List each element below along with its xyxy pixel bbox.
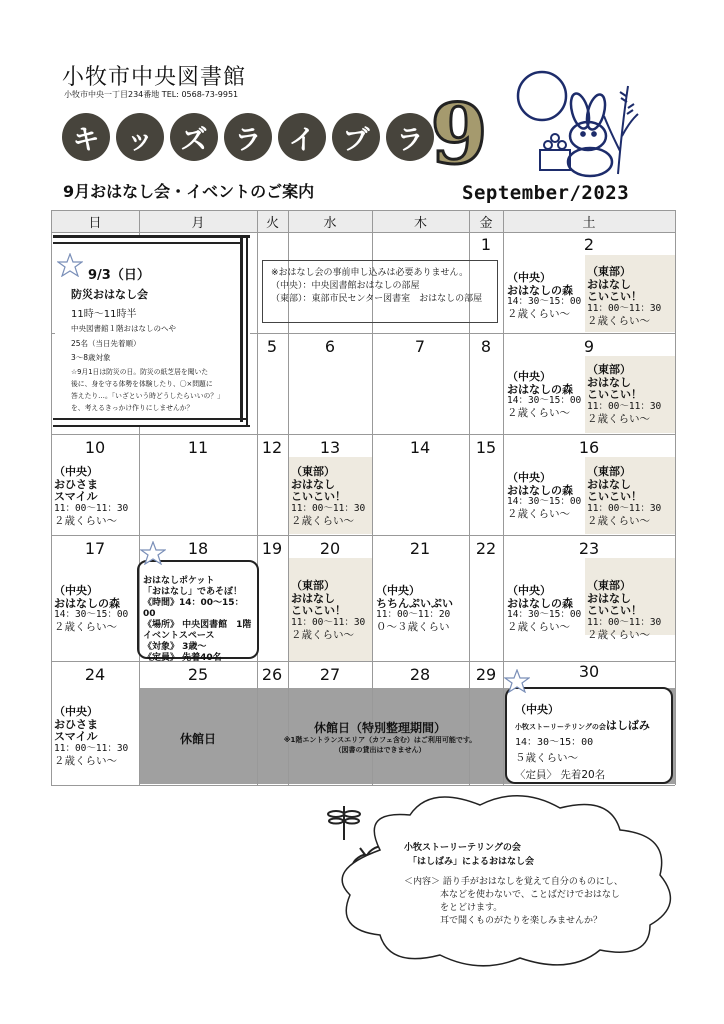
- feature-title: 防災おはなし会: [71, 288, 148, 301]
- event-age: ２歳くらい～: [507, 508, 570, 521]
- event-time: 11：00～11：30: [587, 302, 662, 314]
- date-number: 14: [409, 438, 431, 457]
- notice-line: ※おはなし会の事前申し込みは必要ありません。: [271, 268, 469, 278]
- month-number-text: 9: [430, 95, 488, 173]
- grid-line: [675, 210, 676, 785]
- event-label: （中央）: [507, 584, 551, 597]
- event-label: （東部）: [587, 465, 631, 478]
- event-title: おはなしの森: [507, 596, 573, 610]
- footer-line: 本などを使わないで、ことばだけでおはなし: [440, 890, 620, 900]
- event-ohanashi-koikoi: [587, 266, 661, 327]
- pocket-line: 《定員》 先着40名: [143, 652, 222, 663]
- event-label: （中央）: [507, 370, 551, 383]
- date-number: 8: [480, 337, 492, 356]
- event-time: 11：00～11：30: [587, 502, 662, 514]
- pocket-line: 《場所》 中央図書館 1階: [143, 619, 252, 630]
- date-number: 21: [409, 539, 431, 558]
- weekday-mon: 月: [191, 216, 205, 231]
- event-chichinpuipui: [376, 585, 453, 633]
- event-title: おひさま: [54, 477, 98, 491]
- event-age: ２歳くらい～: [54, 754, 117, 767]
- kids-library-title: [62, 113, 434, 161]
- title-char: キ: [62, 113, 110, 161]
- frame-line: [53, 425, 250, 428]
- event-ohanashi-koikoi: [291, 580, 365, 641]
- date-number: 17: [84, 539, 106, 558]
- frame-line: [53, 242, 241, 245]
- hashibami-capacity: 〈定員〉 先着20名: [515, 769, 606, 781]
- event-age: ２歳くらい～: [291, 514, 354, 527]
- grid-line: [257, 210, 258, 785]
- frame-line: [246, 235, 249, 427]
- hashibami-title: [515, 717, 665, 733]
- title-char: イ: [278, 113, 326, 161]
- closed-day-label: 休館日: [179, 732, 216, 746]
- event-title: おはなしの森: [507, 483, 573, 497]
- event-label: （東部）: [291, 579, 335, 592]
- grid-line: [51, 210, 675, 211]
- moon-icon: [518, 72, 566, 120]
- event-time: 14：30～15：00: [507, 395, 582, 407]
- date-number: 27: [319, 665, 341, 684]
- grid-line: [51, 232, 675, 233]
- notice-line: （中央）：中央図書館おはなしの部屋: [271, 281, 420, 292]
- event-age: ２歳くらい～: [587, 314, 650, 327]
- weekday-sun: 日: [88, 216, 102, 231]
- event-ohanashi-koikoi: [587, 364, 661, 425]
- event-title: こいこい！: [587, 388, 642, 402]
- event-title: こいこい！: [587, 490, 642, 504]
- feature-capacity: 25名（当日先着順）: [71, 339, 141, 348]
- weekday-wed: 水: [323, 216, 337, 231]
- event-age: ２歳くらい～: [587, 514, 650, 527]
- date-number: 28: [409, 665, 431, 684]
- date-number: 13: [319, 438, 341, 457]
- event-hashibami: [505, 687, 673, 784]
- event-age: ２歳くらい～: [291, 628, 354, 641]
- event-label: （中央）: [54, 705, 98, 718]
- event-ohanashi-no-mori: [507, 272, 581, 320]
- closed-period-note: （図書の貸出はできません）: [334, 746, 426, 754]
- closed-period-title: 休館日（特別整理期間）: [313, 721, 446, 735]
- event-age: ２歳くらい～: [54, 514, 117, 527]
- event-time: 14：30～15：00: [54, 609, 129, 621]
- feature-place: 中央図書館１階おはなしのへや: [71, 324, 176, 333]
- rabbit-icon: [568, 92, 612, 176]
- event-ohanashi-pocket: [137, 560, 259, 663]
- dango-icon: [540, 134, 570, 170]
- event-title: おはなし: [291, 591, 335, 605]
- frame-line: [240, 237, 243, 422]
- event-title: こいこい！: [291, 490, 346, 504]
- event-age: ２歳くらい～: [507, 407, 570, 420]
- date-number: 22: [475, 539, 497, 558]
- event-age: ２歳くらい～: [587, 412, 650, 425]
- event-ohanashi-no-mori: [54, 585, 128, 633]
- notice-line: （東部）：東部市民センター図書室 おはなしの部屋: [271, 294, 483, 305]
- date-number: 12: [261, 438, 283, 457]
- date-number: 10: [84, 438, 106, 457]
- date-number: 6: [324, 337, 336, 356]
- event-title: こいこい！: [291, 604, 346, 618]
- event-title: おひさま: [54, 717, 98, 731]
- event-time: 11：00～11：30: [587, 616, 662, 628]
- footer-line: をとどけます。: [440, 903, 503, 913]
- event-time: 14：30～15：00: [507, 296, 582, 308]
- event-time: 11：00～11：30: [54, 502, 129, 514]
- event-time: 11：00～11：30: [291, 616, 366, 628]
- feature-desc-line: ☆9月1日は防災の日。防災の紙芝居を聞いた: [71, 368, 209, 376]
- event-ohisama-smile: [54, 706, 128, 767]
- event-age: ０～３歳くらい: [376, 621, 450, 634]
- event-title: おはなしの森: [54, 596, 120, 610]
- closed-period-note: ※1階エントランスエリア（カフェ含む）はご利用可能です。: [283, 736, 477, 744]
- event-label: （東部）: [587, 363, 631, 376]
- footer-line: 「はしばみ」によるおはなし会: [408, 857, 535, 867]
- event-label: （東部）: [291, 465, 335, 478]
- date-number: 20: [319, 539, 341, 558]
- title-char: ラ: [386, 113, 434, 161]
- susuki-grass-icon: [604, 86, 638, 174]
- year-month: September/2023: [462, 182, 630, 204]
- grid-line: [51, 210, 52, 785]
- event-title: おはなし: [587, 591, 631, 605]
- title-char: ズ: [170, 113, 218, 161]
- event-age: ２歳くらい～: [54, 621, 117, 634]
- date-number: 5: [266, 337, 278, 356]
- feature-date: 9/3（日）: [88, 268, 150, 283]
- date-number: 24: [84, 665, 106, 684]
- event-label: （中央）: [54, 584, 98, 597]
- pocket-line: 《対象》 3歳～: [143, 641, 207, 652]
- grid-line: [51, 785, 675, 786]
- event-ohanashi-koikoi: [587, 580, 661, 641]
- event-time: 11：00～11：30: [54, 742, 129, 754]
- library-address: 小牧市中央一丁目234番地 TEL: 0568-73-9951: [64, 90, 239, 99]
- date-number: 29: [475, 665, 497, 684]
- moon-rabbit-illustration: [500, 66, 640, 178]
- date-number: 16: [578, 438, 600, 457]
- event-label: （中央）: [376, 584, 420, 597]
- event-time: 11：00～11：30: [291, 502, 366, 514]
- event-label: （中央）: [507, 471, 551, 484]
- event-label: （中央）: [507, 271, 551, 284]
- event-title: ちちんぷいぷい: [376, 596, 453, 610]
- footer-line: 小牧ストーリーテリングの会: [404, 843, 521, 853]
- feature-time: 11時～11時半: [71, 309, 137, 320]
- date-number: 25: [187, 665, 209, 684]
- date-number: 26: [261, 665, 283, 684]
- feature-event-bousai: [55, 237, 250, 427]
- event-label: （東部）: [587, 265, 631, 278]
- date-number: 9: [583, 337, 595, 356]
- star-icon: [140, 541, 166, 565]
- event-title: こいこい！: [587, 604, 642, 618]
- weekday-sat: 土: [582, 216, 596, 231]
- library-name: 小牧市中央図書館: [62, 65, 247, 90]
- event-title: おはなし: [587, 375, 631, 389]
- date-number: 1: [480, 235, 492, 254]
- event-title: おはなしの森: [507, 283, 573, 297]
- star-icon: [504, 669, 530, 693]
- event-title: こいこい！: [587, 290, 642, 304]
- event-title: スマイル: [54, 490, 98, 504]
- pocket-line: おはなしポケット: [143, 576, 215, 586]
- weekday-fri: 金: [479, 216, 493, 231]
- event-time: 14：30～15：00: [507, 609, 582, 621]
- event-time: 14：30～15：00: [507, 496, 582, 508]
- page-subtitle: 9月おはなし会・イベントのご案内: [63, 182, 315, 201]
- title-char: ッ: [116, 113, 164, 161]
- month-number: [424, 95, 494, 173]
- date-number: 11: [187, 438, 209, 457]
- pocket-line: 《時間》14：00～15：00: [143, 597, 244, 619]
- event-title: おはなし: [587, 277, 631, 291]
- title-char: ラ: [224, 113, 272, 161]
- hashibami-time: 14：30～15：00: [515, 737, 594, 748]
- grid-line: [51, 434, 675, 435]
- event-title: おはなし: [291, 477, 335, 491]
- event-ohisama-smile: [54, 466, 128, 527]
- frame-line: [53, 418, 246, 421]
- event-time: 11：00～11：20: [376, 609, 451, 621]
- star-icon: [57, 253, 83, 277]
- event-title: スマイル: [54, 730, 98, 744]
- hashibami-label: （中央）: [515, 703, 559, 716]
- event-ohanashi-no-mori: [507, 472, 581, 520]
- hashibami-org: 小牧ストーリーテリングの会: [515, 723, 606, 731]
- date-number: 7: [414, 337, 426, 356]
- feature-desc-line: を、考えるきっかけ作りにしませんか？: [71, 403, 194, 412]
- grid-line: [51, 535, 675, 536]
- feature-target: 3～8歳対象: [71, 353, 111, 362]
- event-time: 11：00～11：30: [587, 400, 662, 412]
- feature-desc-line: 後に、身を守る体勢を体験したり、〇×問題に: [71, 379, 213, 388]
- pocket-line: イベントスペース: [143, 630, 215, 641]
- date-number: 2: [583, 235, 595, 254]
- event-ohanashi-no-mori: [507, 585, 581, 633]
- weekday-tue: 火: [265, 216, 279, 231]
- feature-description: [71, 367, 224, 415]
- date-number: 15: [475, 438, 497, 457]
- date-number: 30: [578, 662, 600, 681]
- event-age: ２歳くらい～: [507, 308, 570, 321]
- event-label: （中央）: [54, 465, 98, 478]
- grid-line: [503, 210, 504, 785]
- feature-desc-line: 答えたり…。「いざという時どうしたらいいの？」: [71, 391, 224, 400]
- hashibami-age: ５歳くらい～: [515, 752, 578, 764]
- footer-line: 耳で聞くものがたりを楽しみませんか？: [440, 916, 603, 926]
- event-age: ２歳くらい～: [587, 628, 650, 641]
- event-age: ２歳くらい～: [507, 621, 570, 634]
- event-title: おはなしの森: [507, 382, 573, 396]
- date-number: 18: [187, 539, 209, 558]
- footer-line: ＜内容＞ 語り手がおはなしを覚えて自分のものにし、: [404, 877, 623, 887]
- event-ohanashi-koikoi: [587, 466, 661, 527]
- date-number: 19: [261, 539, 283, 558]
- event-title: おはなし: [587, 477, 631, 491]
- notice-box: [262, 260, 498, 323]
- event-label: （東部）: [587, 579, 631, 592]
- weekday-thu: 木: [413, 216, 427, 231]
- event-ohanashi-koikoi: [291, 466, 365, 527]
- event-ohanashi-no-mori: [507, 371, 581, 419]
- title-char: ブ: [332, 113, 380, 161]
- pocket-line: 「おはなし」であそぼ！: [143, 586, 243, 597]
- date-number: 23: [578, 539, 600, 558]
- hashibami-name: はしばみ: [605, 719, 650, 732]
